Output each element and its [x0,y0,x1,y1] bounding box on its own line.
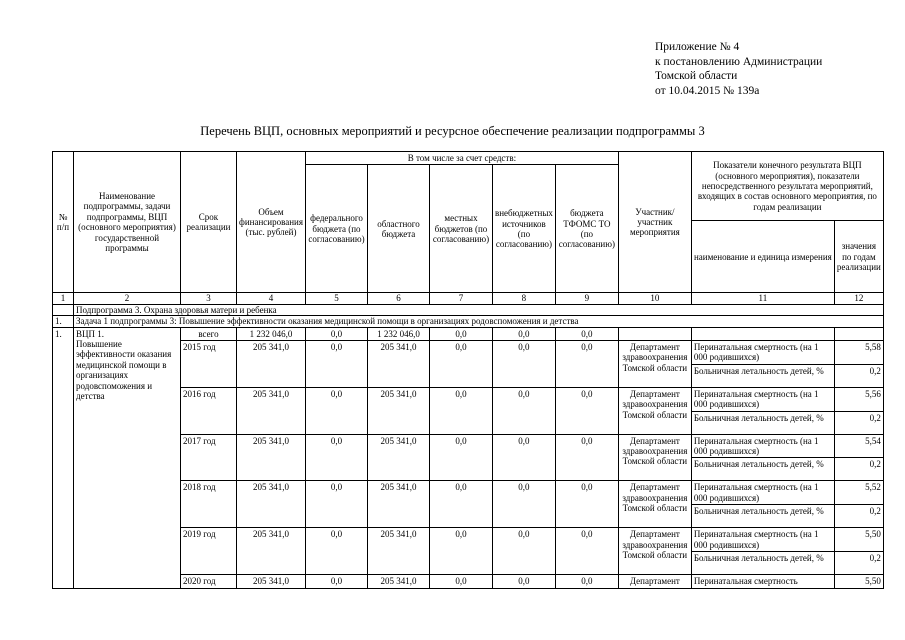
year-participant: Департамент здравоохранения Томской области [618,434,691,481]
column-number: 7 [429,293,492,304]
year-local: 0,0 [429,434,492,481]
appendix-line-3: Томской области [655,70,738,82]
column-number: 8 [492,293,555,304]
indicator-perinatal-value: 5,50 [834,575,883,588]
column-number: 12 [834,293,883,304]
column-number: 5 [305,293,367,304]
indicator-mortality-name: Больничная летальность детей, % [691,411,834,434]
year-tfoms: 0,0 [555,528,618,575]
appendix-line-2: к постановлению Администрации [655,55,823,68]
task-num: 1. [53,316,74,327]
indicator-mortality-name: Больничная летальность детей, % [691,552,834,575]
year-tfoms: 0,0 [555,575,618,588]
year-term: 2018 год [181,481,237,528]
year-regional: 205 341,0 [367,481,429,528]
year-regional: 205 341,0 [367,341,429,388]
indicator-mortality-value: 0,2 [834,552,883,575]
header-extra: внебюджетных источников (по согласованию) [492,165,555,293]
year-participant: Департамент здравоохранения Томской области [618,341,691,388]
header-regional: областного бюджета [367,165,429,293]
vcp-name-label: ВЦП 1. [76,328,105,339]
indicator-mortality-value: 0,2 [834,364,883,387]
indicator-perinatal-name: Перинатальная смертность (на 1 000 родившихся) [691,341,834,365]
total-regional: 1 232 046,0 [367,327,429,340]
year-regional: 205 341,0 [367,575,429,588]
column-number: 10 [618,293,691,304]
vcp-name [74,327,181,588]
header-federal: федерального бюджета (по согласованию) [305,165,367,293]
year-extra: 0,0 [492,481,555,528]
document-title: Перечень ВЦП, основных мероприятий и ресурсное обеспечение реализации подпрограммы 3 [200,124,705,138]
indicator-perinatal-value: 5,58 [834,341,883,365]
header-indicators-group: Показатели конечного результата ВЦП (основного мероприятия), показатели непосредственного результата мероприятий, входящих в состав основного мероприятия, по годам реализации [691,152,883,221]
year-federal: 0,0 [305,434,367,481]
column-number: 1 [53,293,74,304]
total-value-cell [834,327,883,340]
year-federal: 0,0 [305,528,367,575]
year-term: 2017 год [181,434,237,481]
year-federal: 0,0 [305,341,367,388]
year-tfoms: 0,0 [555,341,618,388]
year-local: 0,0 [429,575,492,588]
year-extra: 0,0 [492,387,555,434]
appendix-line-1: Приложение № 4 [655,41,740,53]
indicator-mortality-value: 0,2 [834,505,883,528]
year-extra: 0,0 [492,341,555,388]
header-indicator-value: значения по годам реализации [834,221,883,293]
year-regional: 205 341,0 [367,528,429,575]
total-federal: 0,0 [305,327,367,340]
indicator-mortality-name: Больничная летальность детей, % [691,505,834,528]
year-volume: 205 341,0 [237,434,306,481]
year-local: 0,0 [429,387,492,434]
year-volume: 205 341,0 [237,575,306,588]
year-extra: 0,0 [492,528,555,575]
year-tfoms: 0,0 [555,434,618,481]
year-term: 2019 год [181,528,237,575]
column-number: 6 [367,293,429,304]
year-participant: Департамент здравоохранения Томской области [618,481,691,528]
column-numbers-row [53,293,884,304]
indicator-perinatal-value: 5,52 [834,481,883,505]
year-term: 2020 год [181,575,237,588]
total-tfoms: 0,0 [555,327,618,340]
year-tfoms: 0,0 [555,387,618,434]
indicator-mortality-value: 0,2 [834,411,883,434]
indicator-mortality-value: 0,2 [834,458,883,481]
header-indicator-name: наименование и единица измерения [691,221,834,293]
header-participant: Участник/ участник мероприятия [618,152,691,293]
header-sources-group: В том числе за счет средств: [305,152,618,165]
year-federal: 0,0 [305,387,367,434]
header-name: Наименование подпрограммы, задачи подпрограммы, ВЦП (основного мероприятия) государственной программы [74,152,181,293]
subprogram-title: Подпрограмма 3. Охрана здоровья матери и ребенка [74,304,884,315]
indicator-perinatal-name: Перинатальная смертность (на 1 000 родившихся) [691,434,834,458]
year-volume: 205 341,0 [237,387,306,434]
indicator-perinatal-value: 5,50 [834,528,883,552]
vcp-num: 1. [53,327,74,588]
year-volume: 205 341,0 [237,481,306,528]
year-local: 0,0 [429,481,492,528]
appendix-block [655,40,822,98]
year-term: 2016 год [181,387,237,434]
year-participant: Департамент здравоохранения Томской области [618,387,691,434]
year-volume: 205 341,0 [237,528,306,575]
header-term: Срок реализации [181,152,237,293]
header-volume: Объем финансирования (тыс. рублей) [237,152,306,293]
indicator-perinatal-name: Перинатальная смертность [691,575,834,588]
year-federal: 0,0 [305,481,367,528]
column-number: 2 [74,293,181,304]
year-regional: 205 341,0 [367,387,429,434]
year-federal: 0,0 [305,575,367,588]
total-extra: 0,0 [492,327,555,340]
column-number: 3 [181,293,237,304]
indicator-perinatal-name: Перинатальная смертность (на 1 000 родившихся) [691,528,834,552]
total-term: всего [181,327,237,340]
year-term: 2015 год [181,341,237,388]
year-participant: Департамент здравоохранения Томской области [618,528,691,575]
indicator-perinatal-value: 5,56 [834,387,883,411]
total-volume: 1 232 046,0 [237,327,306,340]
header-tfoms: бюджета ТФОМС ТО (по согласованию) [555,165,618,293]
header-num: № п/п [53,152,74,293]
indicator-perinatal-value: 5,54 [834,434,883,458]
year-volume: 205 341,0 [237,341,306,388]
total-local: 0,0 [429,327,492,340]
subprogram-num-cell [53,304,74,315]
year-regional: 205 341,0 [367,434,429,481]
year-local: 0,0 [429,341,492,388]
year-extra: 0,0 [492,434,555,481]
year-participant: Департамент [618,575,691,588]
vcp-total-row [53,327,884,340]
year-extra: 0,0 [492,575,555,588]
indicator-perinatal-name: Перинатальная смертность (на 1 000 родившихся) [691,481,834,505]
resource-table [52,151,884,589]
column-number: 4 [237,293,306,304]
indicator-perinatal-name: Перинатальная смертность (на 1 000 родившихся) [691,387,834,411]
column-number: 9 [555,293,618,304]
total-participant-cell [618,327,691,340]
indicator-mortality-name: Больничная летальность детей, % [691,364,834,387]
indicator-mortality-name: Больничная летальность детей, % [691,458,834,481]
header-local: местных бюджетов (по согласованию) [429,165,492,293]
total-indicator-cell [691,327,834,340]
column-number: 11 [691,293,834,304]
year-local: 0,0 [429,528,492,575]
year-tfoms: 0,0 [555,481,618,528]
vcp-name-description: Повышение эффективности оказания медицинской помощи в организациях родовспоможения и детства [76,339,172,402]
appendix-line-4: от 10.04.2015 № 139а [655,84,760,97]
task-title: Задача 1 подпрограммы 3: Повышение эффективности оказания медицинской помощи в организациях родовспоможения и детства [74,316,884,327]
